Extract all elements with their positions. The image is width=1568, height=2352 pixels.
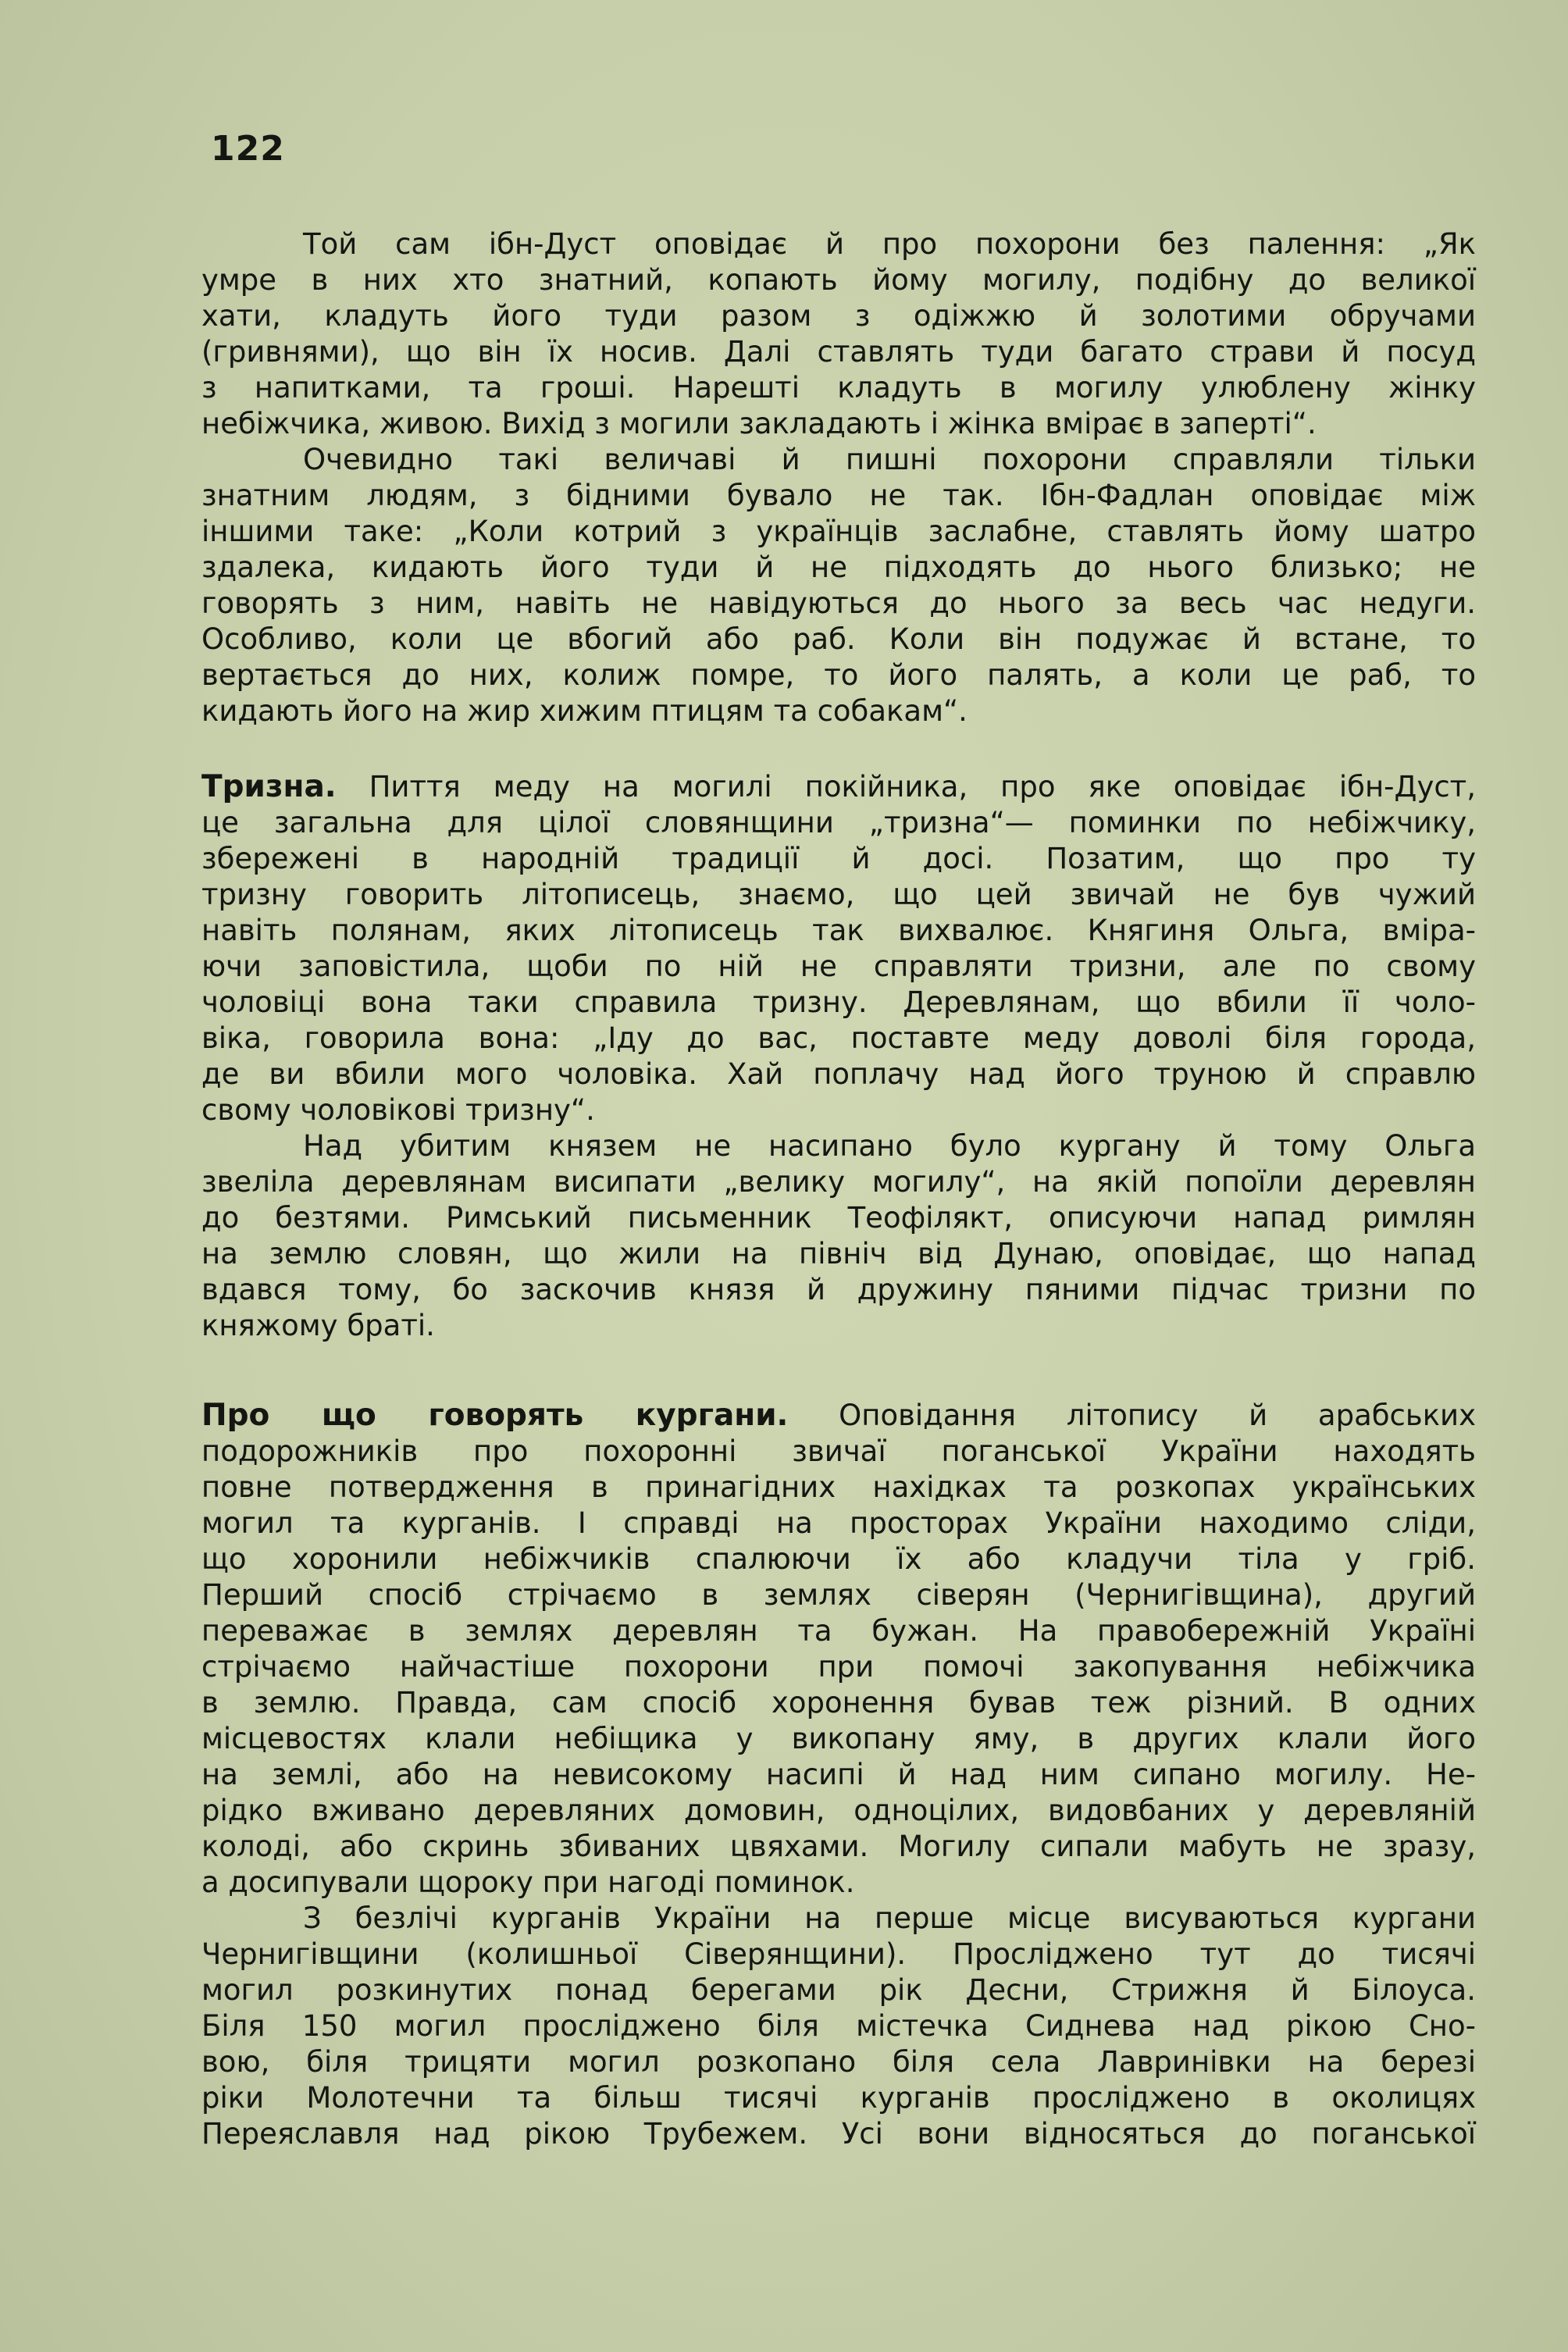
text-line: навіть полянам, яких літописець так вихвалює. Княгиня Ольга, вміра-: [201, 914, 1476, 947]
text-line: Над убитим князем не насипано було кургану й тому Ольга: [303, 1129, 1476, 1163]
text-line: збережені в народній традиції й досі. Позатим, що про ту: [201, 842, 1476, 875]
text-line: подорожників про похоронні звичаї поганської України находять: [201, 1434, 1476, 1468]
text-line: з напитками, та гроші. Нарешті кладуть в могилу улюблену жінку: [201, 371, 1476, 404]
text-line: чоловіці вона таки справила тризну. Деревлянам, що вбили її чоло-: [201, 985, 1476, 1019]
section-heading: Про що говорять кургани.: [201, 1398, 789, 1433]
text-line: віка, говорила вона: „Іду до вас, поставте меду доволі біля города,: [201, 1021, 1476, 1055]
text-line: княжому браті.: [201, 1309, 435, 1342]
text-line: Очевидно такі величаві й пишні похорони справляли тільки: [303, 443, 1476, 476]
text-line: Той сам ібн-Дуст оповідає й про похорони без палення: „Як: [303, 227, 1476, 261]
text-line: ріки Молотечни та більш тисячі курганів просліджено в околицях: [201, 2081, 1476, 2115]
text-line: Переяславля над рікою Трубежем. Усі вони відносяться до поганської: [201, 2117, 1476, 2151]
section-tryzna: [201, 769, 1476, 1344]
text-line: колоді, або скринь збиваних цвяхами. Могилу сипали мабуть не зразу,: [201, 1830, 1476, 1863]
text-line: іншими таке: „Коли котрий з українців заслабне, ставлять йому шатро: [201, 515, 1476, 548]
text-line: рідко вживано деревляних домовин, одноцілих, видовбаних у деревляній: [201, 1794, 1476, 1827]
text-line: переважає в землях деревлян та бужан. На правобережній Україні: [201, 1614, 1476, 1648]
text-fragment: Пиття меду на могилі покійника, про яке оповідає ібн-Дуст,: [369, 770, 1476, 804]
section-kurgans: [201, 1398, 1476, 2152]
text-line: умре в них хто знатний, копають йому могилу, подібну до великої: [201, 263, 1476, 297]
text-line: повне потвердження в принагідних нахідках та розкопах українських: [201, 1470, 1476, 1504]
text-line: хати, кладуть його туди разом з одіжжю й золотими обручами: [201, 299, 1476, 333]
text-line: вою, біля трицяти могил розкопано біля села Лавринівки на березі: [201, 2045, 1476, 2079]
text-line: Біля 150 могил просліджено біля містечка Сиднева над рікою Сно-: [201, 2009, 1476, 2043]
text-line: Чернигівщини (колишньої Сіверянщини). Просліджено тут до тисячі: [201, 1937, 1476, 1971]
text-line: місцевостях клали небіщика у викопану яму, в других клали його: [201, 1722, 1476, 1755]
text-line: могил та курганів. І справді на просторах України находимо сліди,: [201, 1506, 1476, 1540]
text-line: на землю словян, що жили на північ від Дунаю, оповідає, що напад: [201, 1237, 1476, 1270]
text-line: стрічаємо найчастіше похорони при помочі закопування небіжчика: [201, 1650, 1476, 1684]
text-line: (гривнями), що він їх носив. Далі ставлять туди багато страви й посуд: [201, 335, 1476, 369]
section-heading: Тризна.: [201, 769, 337, 804]
text-line: говорять з ним, навіть не навідуються до нього за весь час недуги.: [201, 586, 1476, 620]
text-line: а досипували щороку при нагоді поминок.: [201, 1866, 855, 1899]
text-fragment: Оповідання літопису й арабських: [839, 1399, 1477, 1432]
text-line: здалека, кидають його туди й не підходять до нього близько; не: [201, 551, 1476, 584]
text-line: [201, 769, 1476, 805]
text-line: що хоронили небіжчиків спалюючи їх або кладучи тіла у гріб.: [201, 1542, 1476, 1576]
text-line: свому чоловікові тризну“.: [201, 1093, 595, 1127]
text-line: тризну говорить літописець, знаємо, що цей звичай не був чужий: [201, 878, 1476, 911]
text-line: Особливо, коли це вбогий або раб. Коли він подужає й встане, то: [201, 622, 1476, 656]
text-line: Перший спосіб стрічаємо в землях сіверян (Чернигівщина), другий: [201, 1578, 1476, 1612]
text-line: вертається до них, колиж помре, то його палять, а коли це раб, то: [201, 658, 1476, 692]
text-line: знатним людям, з бідними бувало не так. Ібн-Фадлан оповідає між: [201, 479, 1476, 512]
text-line: ючи заповістила, щоби по ній не справляти тризни, але по свому: [201, 950, 1476, 983]
text-line: небіжчика, живою. Вихід з могили закладають і жінка вмірає в заперті“.: [201, 407, 1317, 440]
paragraph-burial-without-cremation: [201, 226, 1476, 729]
text-line: де ви вбили мого чоловіка. Хай поплачу над його труною й справлю: [201, 1057, 1476, 1091]
text-line: це загальна для цілої словянщини „тризна“— поминки по небіжчику,: [201, 806, 1476, 839]
page-number: 122: [211, 129, 285, 169]
text-line: на землі, або на невисокому насипі й над ним сипано могилу. Не-: [201, 1758, 1476, 1791]
text-line: З безлічі курганів України на перше місце висуваються кургани: [303, 1901, 1476, 1935]
text-line: кидають його на жир хижим птицям та собакам“.: [201, 694, 968, 728]
text-line: [201, 1398, 1476, 1434]
text-line: могил розкинутих понад берегами рік Десни, Стрижня й Білоуса.: [201, 1973, 1476, 2007]
text-line: звеліла деревлянам висипати „велику могилу“, на якій попоїли деревлян: [201, 1165, 1476, 1199]
text-line: до безтями. Римський письменник Теофілякт, описуючи напад римлян: [201, 1201, 1476, 1235]
text-line: в землю. Правда, сам спосіб хоронення бував теж різний. В одних: [201, 1686, 1476, 1719]
text-line: вдався тому, бо заскочив князя й дружину пяними підчас тризни по: [201, 1273, 1476, 1306]
